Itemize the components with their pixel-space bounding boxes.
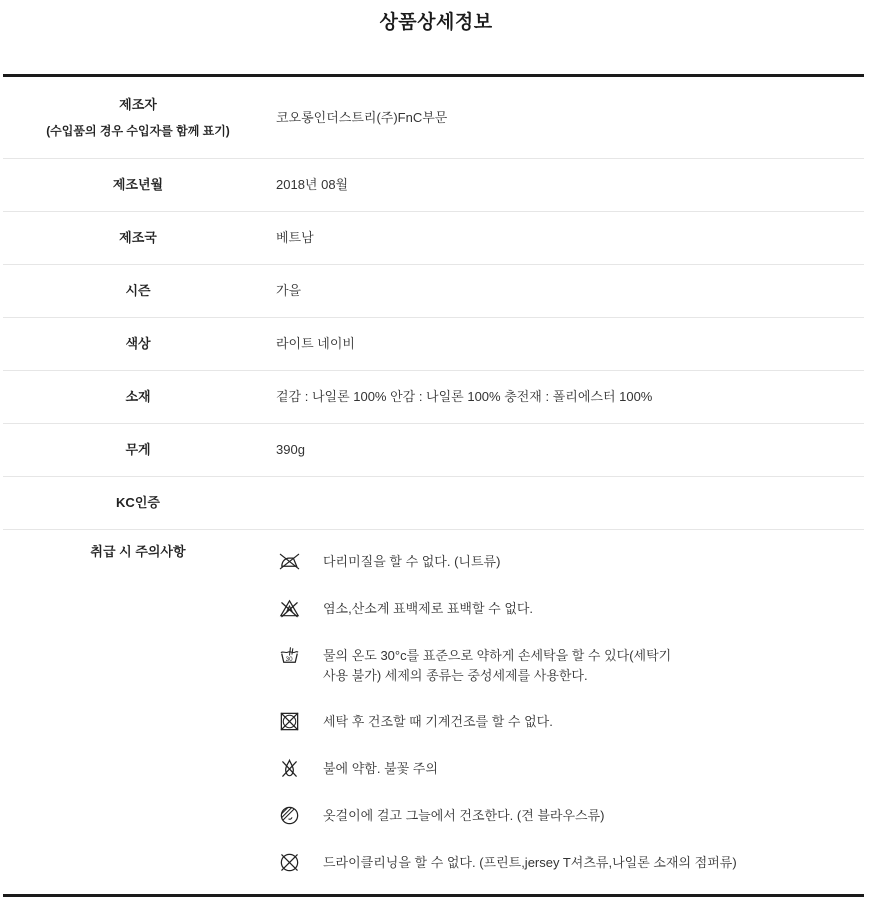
care-item [278,851,864,874]
care-item-text: 염소,산소계 표백제로 표백할 수 없다. [323,601,534,616]
row-label-color: 색상 [125,335,151,351]
row-value-country: 베트남 [276,230,314,246]
care-item-text: 물의 온도 30°c를 표준으로 약하게 손세탁을 할 수 있다(세탁기 사용 불가) 세제의 종류는 중성세제를 사용한다. [323,648,672,683]
care-item-text: 옷걸이에 걸고 그늘에서 건조한다. (견 블라우스류) [323,808,605,823]
row-label-text: 제조자 [119,96,157,112]
row-label-manufacturer [3,96,273,140]
row-label-kc-certification: KC인증 [116,494,160,510]
no-dry-cleaning-icon [278,851,301,874]
table-row-kc-certification [3,477,864,530]
care-item [278,710,864,733]
row-label-material: 소재 [125,388,151,404]
table-row-season [3,265,864,318]
row-value-color: 라이트 네이비 [276,336,355,352]
care-item-text: 불에 약함. 불꽃 주의 [323,761,438,776]
no-flame-icon [278,757,301,780]
row-label-manufacture-date: 제조년월 [112,176,164,192]
product-detail-table [3,74,864,897]
row-value-manufacturer: 코오롱인더스트리(주)FnC부문 [276,109,448,125]
row-value-manufacture-date: 2018년 08월 [276,177,349,193]
row-sublabel-text: (수입품의 경우 수입자를 함께 표기) [46,123,230,138]
row-value-season: 가을 [276,283,302,299]
hang-dry-shade-icon [278,804,301,827]
row-label-care-instructions: 취급 시 주의사항 [90,544,186,559]
care-item [278,644,864,686]
care-item-text: 세탁 후 건조할 때 기계건조를 할 수 없다. [323,714,553,729]
hand-wash-30-icon [278,644,301,667]
no-iron-icon [278,550,301,573]
table-row-weight [3,424,864,477]
row-label-weight: 무게 [125,441,151,457]
row-value-material: 겉감 : 나일론 100% 안감 : 나일론 100% 충전재 : 폴리에스터 100% [276,389,653,405]
table-row-color [3,318,864,371]
svg-text:30: 30 [285,655,293,663]
care-item [278,804,864,827]
table-row-manufacturer [3,77,864,159]
row-label-country: 제조국 [119,229,157,245]
table-row-country [3,212,864,265]
row-value-weight: 390g [276,442,305,458]
care-item [278,597,864,620]
care-item-text: 다리미질을 할 수 없다. (니트류) [323,554,501,569]
no-bleach-icon [278,597,301,620]
no-machine-dry-icon [278,710,301,733]
care-instruction-list [273,530,864,894]
row-label-season: 시즌 [125,282,151,298]
care-item [278,757,864,780]
table-row-care-instructions [3,530,864,894]
care-item-text: 드라이클리닝을 할 수 없다. (프린트,jersey T셔츠류,나일론 소재의 점퍼류) [323,855,737,870]
table-row-material [3,371,864,424]
table-row-manufacture-date [3,159,864,212]
care-item [278,550,864,573]
page-title: 상품상세정보 [379,12,493,33]
